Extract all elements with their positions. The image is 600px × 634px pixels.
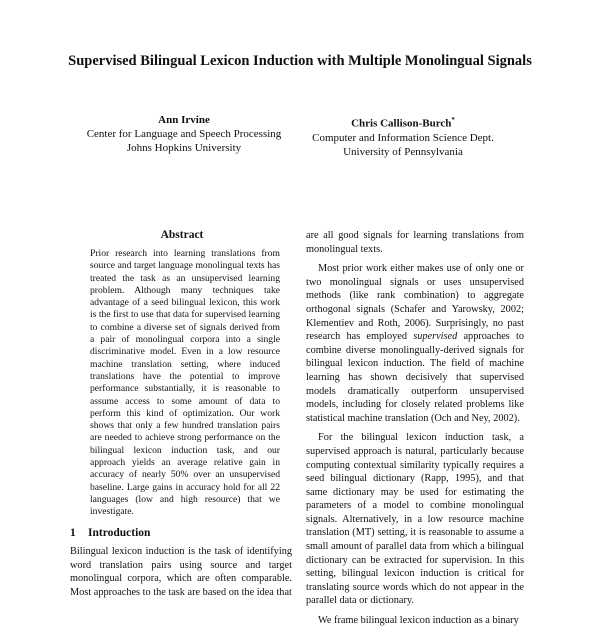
introduction-text: Bilingual lexicon induction is the task of identifying word translation pairs using source and target monolingual corpora, which are often comparable. Most approaches to the task are based on the idea that: [70, 546, 292, 598]
paragraph-1: are all good signals for learning translations from monolingual texts.: [306, 230, 524, 255]
author-name: Ann Irvine: [158, 114, 210, 126]
abstract-text: Prior research into learning translations from source and target language monolingual texts has treated the task as an unsupervised learning problem. Although many techniques take advantage of a seed bilingual lexicon, this work is the first to use that data for supervised learning to combine a diverse set of signals derived from a pair of monolingual corpora into a single discriminative model. Even in a low resource machine translation setting, where induced translations have the potential to improve performance substantially, it is reasonable to assume access to some amount of data to perform this kind of optimization. Our work shows that only a few hundred translation pairs are needed to achieve strong performance on the bilingual lexicon induction task, and our approach yields an average relative gain in accuracy of nearly 50% over an unsupervised baseline. Large gains in accuracy hold for all 22 languages (low and high resource) that we investigate.: [90, 248, 280, 518]
author-name: Chris Callison-Burch*: [351, 116, 455, 130]
author-affiliation: Center for Language and Speech Processing: [86, 128, 282, 140]
author-institution: University of Pennsylvania: [343, 145, 463, 158]
section-number: 1: [70, 527, 76, 539]
footnote-mark: *: [451, 116, 455, 124]
abstract-heading: Abstract: [160, 229, 204, 241]
right-column: [306, 229, 524, 634]
author-block-2: [300, 113, 506, 159]
author-affiliation: Computer and Information Science Dept.: [312, 131, 494, 144]
author-block-1: [68, 113, 300, 155]
paragraph-4: We frame bilingual lexicon induction as a binary: [318, 615, 519, 627]
paper-title: Supervised Bilingual Lexicon Induction with Multiple Monolingual Signals: [68, 53, 532, 69]
section-heading-introduction: [70, 527, 294, 539]
emphasis-supervised: supervised: [413, 331, 458, 343]
author-institution: Johns Hopkins University: [126, 142, 242, 154]
paragraph-2: Most prior work either makes use of only one or two monolingual signals or uses unsupervised methods (like rank combination) to aggregate orthogonal signals (Schafer and Yarowsky, 2002; Klementiev and Roth, 2006). Surprisingly, no past research has employed supervised approaches to combine diverse monolingually-derived signals for bilingual lexicon induction. The field of machine learning has shown decisively that supervised models dramatically outperform unsupervised models, including for closely related problems like statistical machine translation (Och and Ney, 2002).: [306, 263, 525, 424]
paragraph-3: For the bilingual lexicon induction task, a supervised approach is natural, particularly because computing contextual similarity typically requires a seed bilingual dictionary (Rapp, 1995), and that same dictionary may be used for estimating the parameters of a model to combine monolingual signals. Alternatively, in a low resource machine translation (MT) setting, it is reasonable to assume a small amount of parallel data from which a bilingual dictionary can be extracted for supervision. In this setting, bilingual lexicon induction is critical for translating source words which do not appear in the parallel data or dictionary.: [306, 432, 524, 607]
section-title: Introduction: [88, 527, 151, 539]
